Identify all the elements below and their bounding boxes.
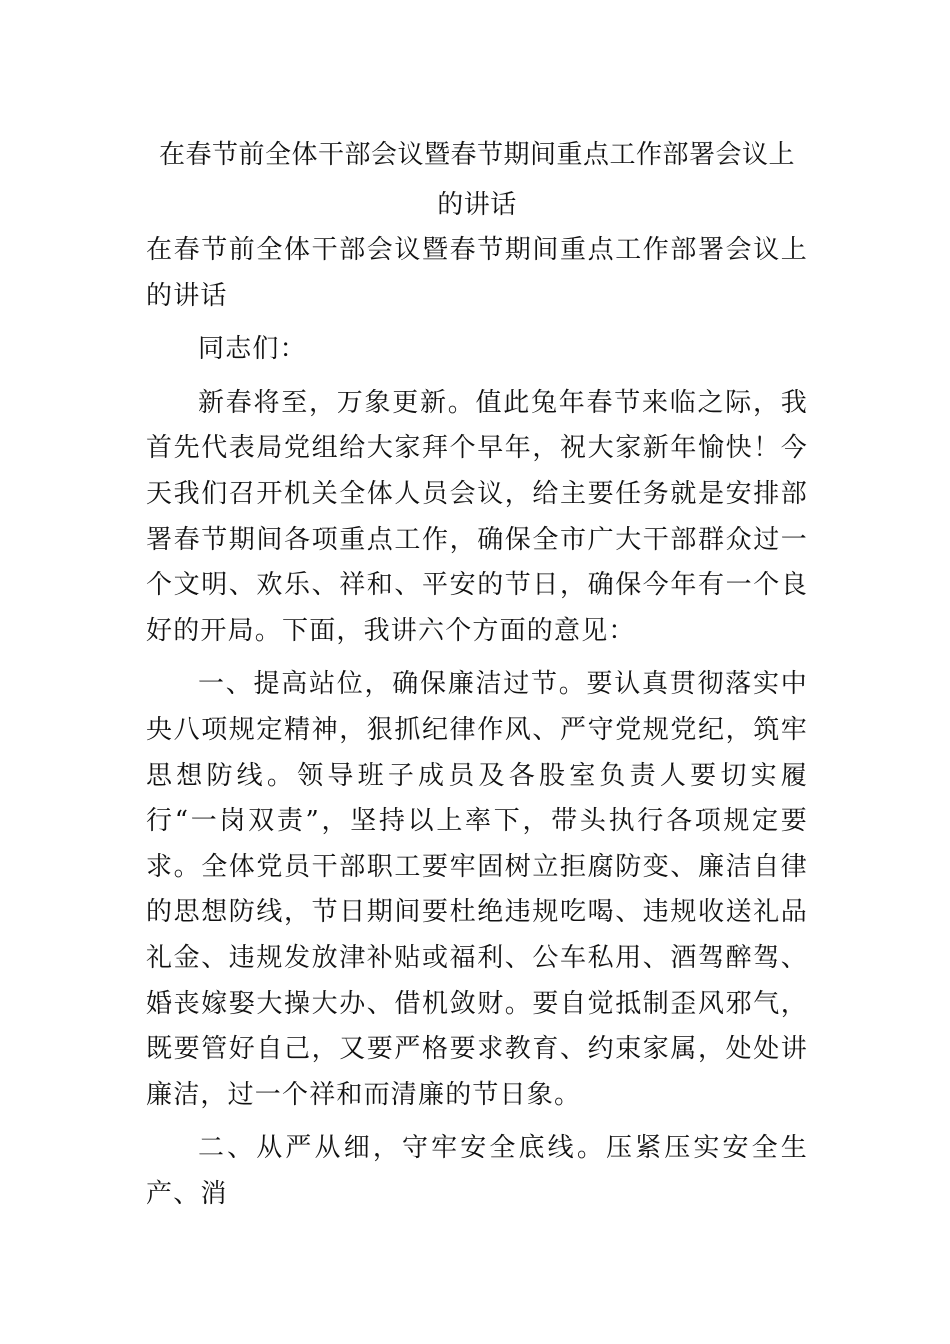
document-body	[146, 228, 808, 1217]
paragraph-3: 二、从严从细，守牢安全底线。压紧压实安全生产、消	[146, 1133, 808, 1209]
document-title: 在春节前全体干部会议暨春节期间重点工作部署会议上的讲话	[158, 140, 795, 220]
document-subtitle: 在春节前全体干部会议暨春节期间重点工作部署会议上的讲话	[146, 235, 808, 311]
paragraph-2: 一、提高站位，确保廉洁过节。要认真贯彻落实中央八项规定精神，狠抓纪律作风、严守党规党纪，筑牢思想防线。领导班子成员及各股室负责人要切实履行“一岗双责”，坚持以上率下，带头执行各项规定要求。全体党员干部职工要牢固树立拒腐防变、廉洁自律的思想防线，节日期间要杜绝违规吃喝、违规收送礼品礼金、违规发放津补贴或福利、公车私用、酒驾醉驾、婚丧嫁娶大操大办、借机敛财。要自觉抵制歪风邪气，既要管好自己，又要严格要求教育、约束家属，处处讲廉洁，过一个祥和而清廉的节日象。	[146, 669, 808, 1110]
salutation: 同志们：	[198, 334, 307, 365]
paragraph-1: 新春将至，万象更新。值此兔年春节来临之际，我首先代表局党组给大家拜个早年，祝大家新年愉快！今天我们召开机关全体人员会议，给主要任务就是安排部署春节期间各项重点工作，确保全市广大干部群众过一个文明、欢乐、祥和、平安的节日，确保今年有一个良好的开局。下面，我讲六个方面的意见：	[146, 387, 808, 646]
